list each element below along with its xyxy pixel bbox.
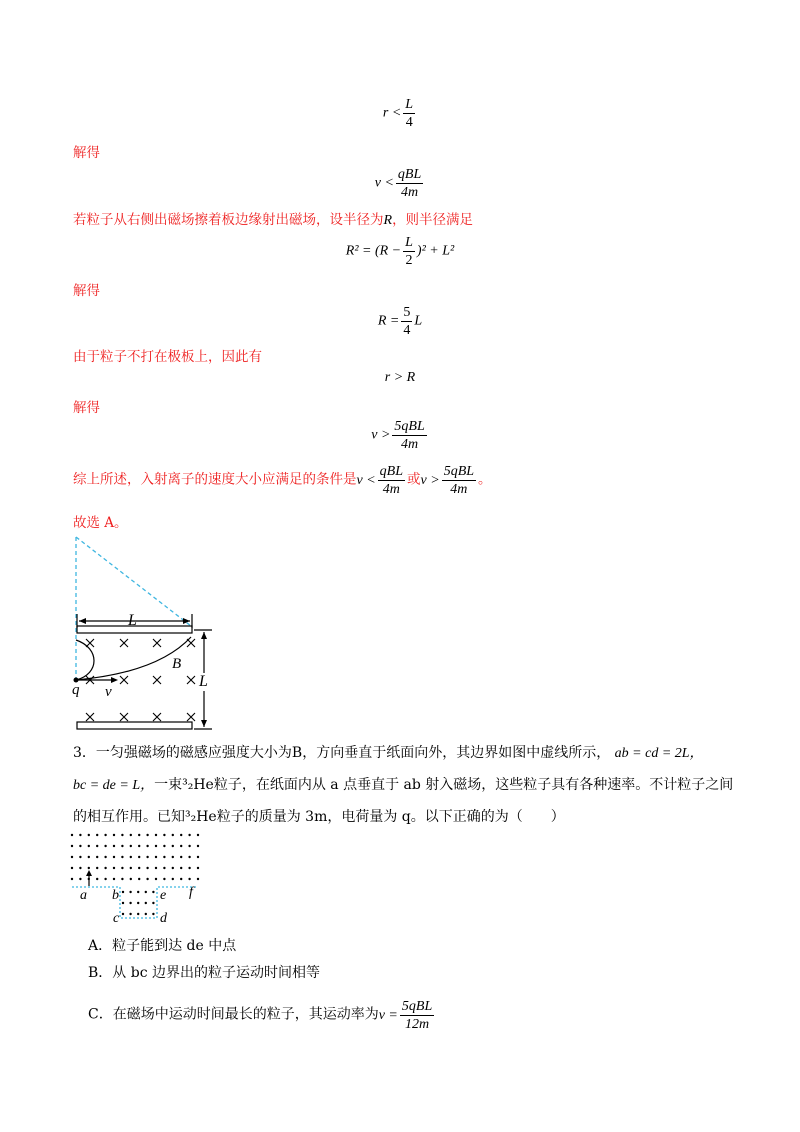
- field-dot: [155, 856, 157, 858]
- field-dot: [96, 834, 98, 836]
- field-dot: [113, 878, 115, 880]
- field-dot: [122, 891, 124, 893]
- field-dot: [121, 856, 123, 858]
- field-dot: [129, 891, 131, 893]
- field-dot: [79, 856, 81, 858]
- num: L: [405, 235, 413, 250]
- field-dot: [129, 913, 131, 915]
- field-dot: [96, 878, 98, 880]
- field-dot: [155, 834, 157, 836]
- solve-label-3: 解得: [73, 400, 100, 416]
- field-dot: [172, 878, 174, 880]
- t: ，则半径满足: [392, 212, 474, 228]
- label-q: q: [72, 682, 80, 698]
- cross-mark: [153, 676, 161, 684]
- field-dot: [146, 867, 148, 869]
- field-dot: [113, 845, 115, 847]
- field-dot: [152, 913, 154, 915]
- cross-mark: [86, 639, 94, 647]
- field-dot: [138, 856, 140, 858]
- field-dot: [121, 878, 123, 880]
- field-dot: [188, 867, 190, 869]
- field-dot: [145, 891, 147, 893]
- cross-mark: [153, 713, 161, 721]
- den: 4m: [450, 482, 468, 497]
- lhs: r <: [382, 105, 402, 121]
- label-e: e: [160, 888, 167, 903]
- field-dot: [155, 867, 157, 869]
- field-dot: [197, 867, 199, 869]
- field-dot: [71, 845, 73, 847]
- field-dot: [113, 867, 115, 869]
- t: 。: [478, 471, 492, 488]
- question-line-3: 的相互作用。已知³₂He粒子的质量为 3m，电荷量为 q。以下正确的为（ ）: [73, 809, 565, 825]
- field-dot: [163, 834, 165, 836]
- cross-mark: [120, 639, 128, 647]
- den: 4m: [401, 437, 419, 452]
- field-dot: [146, 878, 148, 880]
- label-d: d: [160, 911, 167, 926]
- num: 5qBL: [443, 464, 475, 479]
- small-arc: [76, 640, 94, 680]
- lhs: v >: [371, 427, 391, 443]
- den: 4: [405, 115, 413, 130]
- field-dot: [113, 856, 115, 858]
- field-dot: [122, 902, 124, 904]
- field-dot: [180, 878, 182, 880]
- figure-2-boundary: [72, 887, 196, 918]
- num: qBL: [397, 167, 422, 182]
- field-dot: [146, 834, 148, 836]
- field-dot: [163, 867, 165, 869]
- rhs: )² + L²: [416, 243, 455, 259]
- label-L-top: L: [128, 612, 137, 629]
- field-dot: [163, 845, 165, 847]
- cross-mark: [86, 713, 94, 721]
- field-dot: [122, 913, 124, 915]
- field-dot: [145, 902, 147, 904]
- field-dot: [145, 913, 147, 915]
- field-dot: [88, 867, 90, 869]
- field-dot: [104, 845, 106, 847]
- label-c: c: [113, 911, 120, 926]
- field-dot: [180, 856, 182, 858]
- field-dot: [79, 834, 81, 836]
- cross-mark: [187, 676, 195, 684]
- field-dot: [96, 856, 98, 858]
- field-dot: [129, 902, 131, 904]
- field-dot: [113, 834, 115, 836]
- field-dot: [146, 845, 148, 847]
- eq: ab = cd = 2L，: [614, 746, 704, 761]
- num: 5: [403, 305, 411, 320]
- field-dot: [137, 913, 139, 915]
- field-dot: [137, 902, 139, 904]
- num: 5qBL: [394, 419, 425, 434]
- formula-r-gt-R: r > R: [384, 370, 416, 385]
- field-dot: [121, 845, 123, 847]
- t: 一束³₂He粒子，在纸面内从 a 点垂直于 ab 射入磁场，这些粒子具有各种速率。不计粒子之间: [154, 777, 734, 793]
- field-dot: [188, 845, 190, 847]
- t: C．在磁场中运动时间最长的粒子，其运动率为: [88, 1006, 379, 1023]
- field-dot: [155, 845, 157, 847]
- field-dot: [180, 845, 182, 847]
- cross-mark: [187, 639, 195, 647]
- lhs: v <: [356, 472, 376, 488]
- label-B: B: [172, 656, 182, 672]
- field-dot: [104, 856, 106, 858]
- solve-label-2: 解得: [73, 283, 100, 299]
- field-dot: [88, 856, 90, 858]
- den: 12m: [405, 1017, 430, 1032]
- cross-mark: [187, 713, 195, 721]
- t: 若粒子从右侧出磁场擦着板边缘射出磁场，设半径为: [73, 212, 384, 228]
- num: qBL: [379, 464, 404, 479]
- field-dot: [163, 878, 165, 880]
- t: 或: [407, 471, 421, 488]
- field-dot: [96, 867, 98, 869]
- label-b: b: [112, 888, 119, 903]
- den: 4m: [401, 185, 419, 200]
- question-line-2: [73, 774, 733, 794]
- num: L: [405, 97, 414, 112]
- den: 4: [403, 323, 411, 338]
- field-dot: [138, 878, 140, 880]
- label-L-right: L: [199, 673, 208, 690]
- field-dot: [197, 845, 199, 847]
- label-a: a: [80, 888, 87, 903]
- field-dot: [163, 856, 165, 858]
- field-dot: [137, 891, 139, 893]
- field-dot: [197, 878, 199, 880]
- field-dot: [79, 867, 81, 869]
- num: 5qBL: [401, 999, 433, 1014]
- option-c[interactable]: [88, 998, 436, 1033]
- field-dot: [188, 834, 190, 836]
- field-dot: [79, 845, 81, 847]
- bottom-plate: [77, 722, 192, 729]
- field-dot: [121, 867, 123, 869]
- field-dot: [188, 856, 190, 858]
- option-a[interactable]: A．粒子能到达 de 中点: [88, 938, 237, 954]
- field-dot: [138, 845, 140, 847]
- answer-line: 故选 A。: [73, 515, 128, 531]
- field-dot: [121, 834, 123, 836]
- field-dot: [71, 867, 73, 869]
- cross-mark: [120, 713, 128, 721]
- field-dot: [155, 878, 157, 880]
- field-dot: [130, 845, 132, 847]
- field-dot: [130, 834, 132, 836]
- t: 3．一匀强磁场的磁感应强度大小为B，方向垂直于纸面向外，其边界如图中虚线所示，: [73, 745, 611, 761]
- lhs: v =: [378, 1007, 398, 1023]
- var: R: [383, 213, 393, 228]
- field-dot: [197, 856, 199, 858]
- field-dot: [180, 867, 182, 869]
- field-dot: [172, 867, 174, 869]
- field-dot: [88, 845, 90, 847]
- label-v: v: [105, 684, 112, 700]
- option-b[interactable]: B．从 bc 边界出的粒子运动时间相等: [88, 965, 320, 981]
- t: 综上所述，入射离子的速度大小应满足的条件是: [73, 471, 357, 488]
- question-line-1: [73, 742, 704, 762]
- field-dot: [130, 867, 132, 869]
- field-dot: [104, 867, 106, 869]
- field-dot: [130, 878, 132, 880]
- field-dot: [152, 902, 154, 904]
- field-dot: [71, 856, 73, 858]
- field-dot: [71, 878, 73, 880]
- lhs: R² = (R −: [345, 243, 402, 259]
- text-not-hit: 由于粒子不打在极板上，因此有: [73, 349, 262, 365]
- field-dot: [104, 878, 106, 880]
- field-dot: [88, 834, 90, 836]
- field-dot: [172, 834, 174, 836]
- field-dot: [180, 834, 182, 836]
- eq: bc = de = L，: [73, 778, 155, 793]
- field-dot: [172, 845, 174, 847]
- field-dot: [71, 834, 73, 836]
- field-dot: [146, 856, 148, 858]
- field-dot: [138, 834, 140, 836]
- den: 4m: [382, 482, 400, 497]
- field-dot: [188, 878, 190, 880]
- cross-mark: [120, 676, 128, 684]
- den: 2: [405, 253, 413, 268]
- rhs: L: [414, 313, 423, 329]
- field-dot: [104, 834, 106, 836]
- label-f: f: [189, 885, 193, 900]
- field-dot: [130, 856, 132, 858]
- lhs: R =: [377, 313, 400, 329]
- field-dot: [79, 878, 81, 880]
- field-dot: [197, 834, 199, 836]
- field-dot: [172, 856, 174, 858]
- field-dot: [138, 867, 140, 869]
- field-dot: [96, 845, 98, 847]
- solve-label-1: 解得: [73, 145, 100, 161]
- lhs: v >: [420, 472, 440, 488]
- lhs: v <: [374, 175, 394, 191]
- cross-mark: [153, 639, 161, 647]
- field-dot: [152, 891, 154, 893]
- entry-arrow-icon: [86, 870, 92, 876]
